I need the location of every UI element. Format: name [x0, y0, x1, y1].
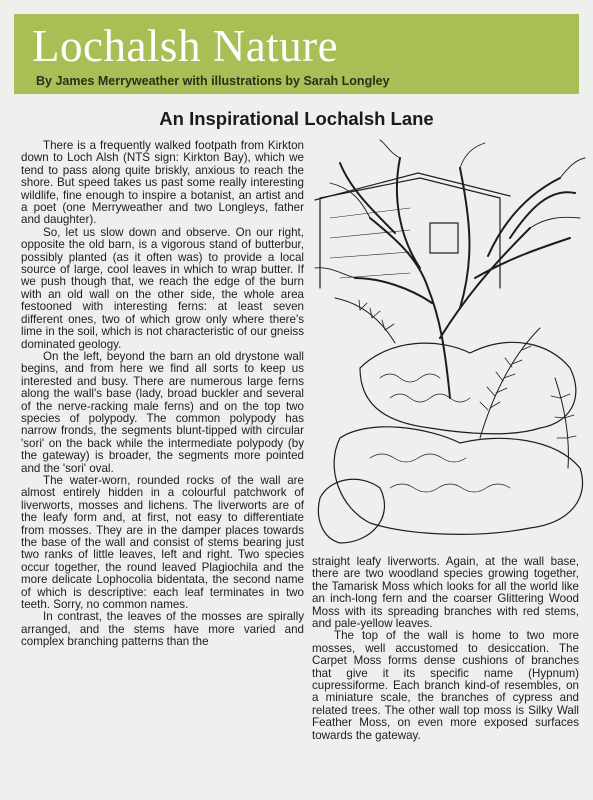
barn-wall [320, 178, 500, 288]
paragraph: The water-worn, rounded rocks of the wall are almost entirely hidden in a colourful patchwork of liverworts, mosses and lichens. The liverworts are of the leafy form and, at first, not easy to differentiate from mosses. They are in the damper places towards the base of the wall and consist of stems bearing just two ranks of little leaves, left and right. Two species occur together, the round leaved Plagiochila and the more delicate Lophocolia bidentata, the second name of which is descriptive: each leaf terminates in two teeth. Sorry, no common names. [21, 473, 304, 612]
paragraph: straight leafy liverworts. Again, at the wall base, there are two woodland species growing together, the Tamarisk Moss which looks for all the world like an inch-long fern and the coarser Glittering Wood Moss with its spreading branches with red stems, and pale-yellow leaves. [312, 555, 579, 631]
magazine-section-title: Lochalsh Nature [32, 21, 339, 71]
paragraph: In contrast, the leaves of the mosses are spirally arranged, and the stems have more varied and complex branching patterns than the [21, 610, 304, 649]
left-column [21, 140, 304, 649]
article-title: An Inspirational Lochalsh Lane [159, 108, 434, 129]
byline: By James Merryweather with illustrations by Sarah Longley [36, 74, 390, 88]
header-banner [14, 14, 579, 94]
paragraph: So, let us slow down and observe. On our right, opposite the old barn, is a vigorous stand of butterbur, possibly planted (as it often was) to provide a local source of large, cool leaves in which to wrap butter. If we push though that, we reach the edge of the burn with an old wall on the other side, the whole area festooned with interesting ferns: at least seven different ones, two of which grow only where there's lime in the soil, which is not characteristic of our gneiss dominated geology. [21, 225, 304, 351]
paragraph: On the left, beyond the barn an old drystone wall begins, and from here we find all sorts to keep us interested and busy. There are numerous large ferns along the wall's base (lady, broad buckler and several of the nerve-racking male ferns) and on the top two species of polypody. The common polypody has narrow fronds, the segments blunt-tipped with circular 'sori' on the back while the intermediate polypody (by the gateway) is broader, the segments more pointed and the 'sori' oval. [21, 349, 304, 475]
tree-trunk [340, 158, 575, 398]
barn-roof [315, 173, 510, 200]
paragraph: There is a frequently walked footpath from Kirkton down to Loch Alsh (NTS sign: Kirkton Bay), which we tend to pass along quite briskly, anxious to reach the shore. But speed takes us past some really interesting wildlife, fine enough to inspire a botanist, an artist and a poet (one Merryweather and two Longleys, father and daughter). [21, 139, 304, 227]
paragraph: The top of the wall is home to two more mosses, well accustomed to desiccation. The Carpet Moss forms dense cushions of branches that give it its specific name (Hypnum) cupressiforme. Each branch kind-of resembles, on a miniature scale, the branches of cypress and related trees. The other wall top moss is Silky Wall Feather Moss, on even more exposed surfaces towards the gateway. [312, 629, 579, 742]
barn-window [430, 223, 458, 253]
moss-rock [334, 427, 582, 535]
ink-illustration [300, 138, 587, 552]
right-column [312, 556, 579, 742]
moss-wall-top [360, 342, 576, 433]
